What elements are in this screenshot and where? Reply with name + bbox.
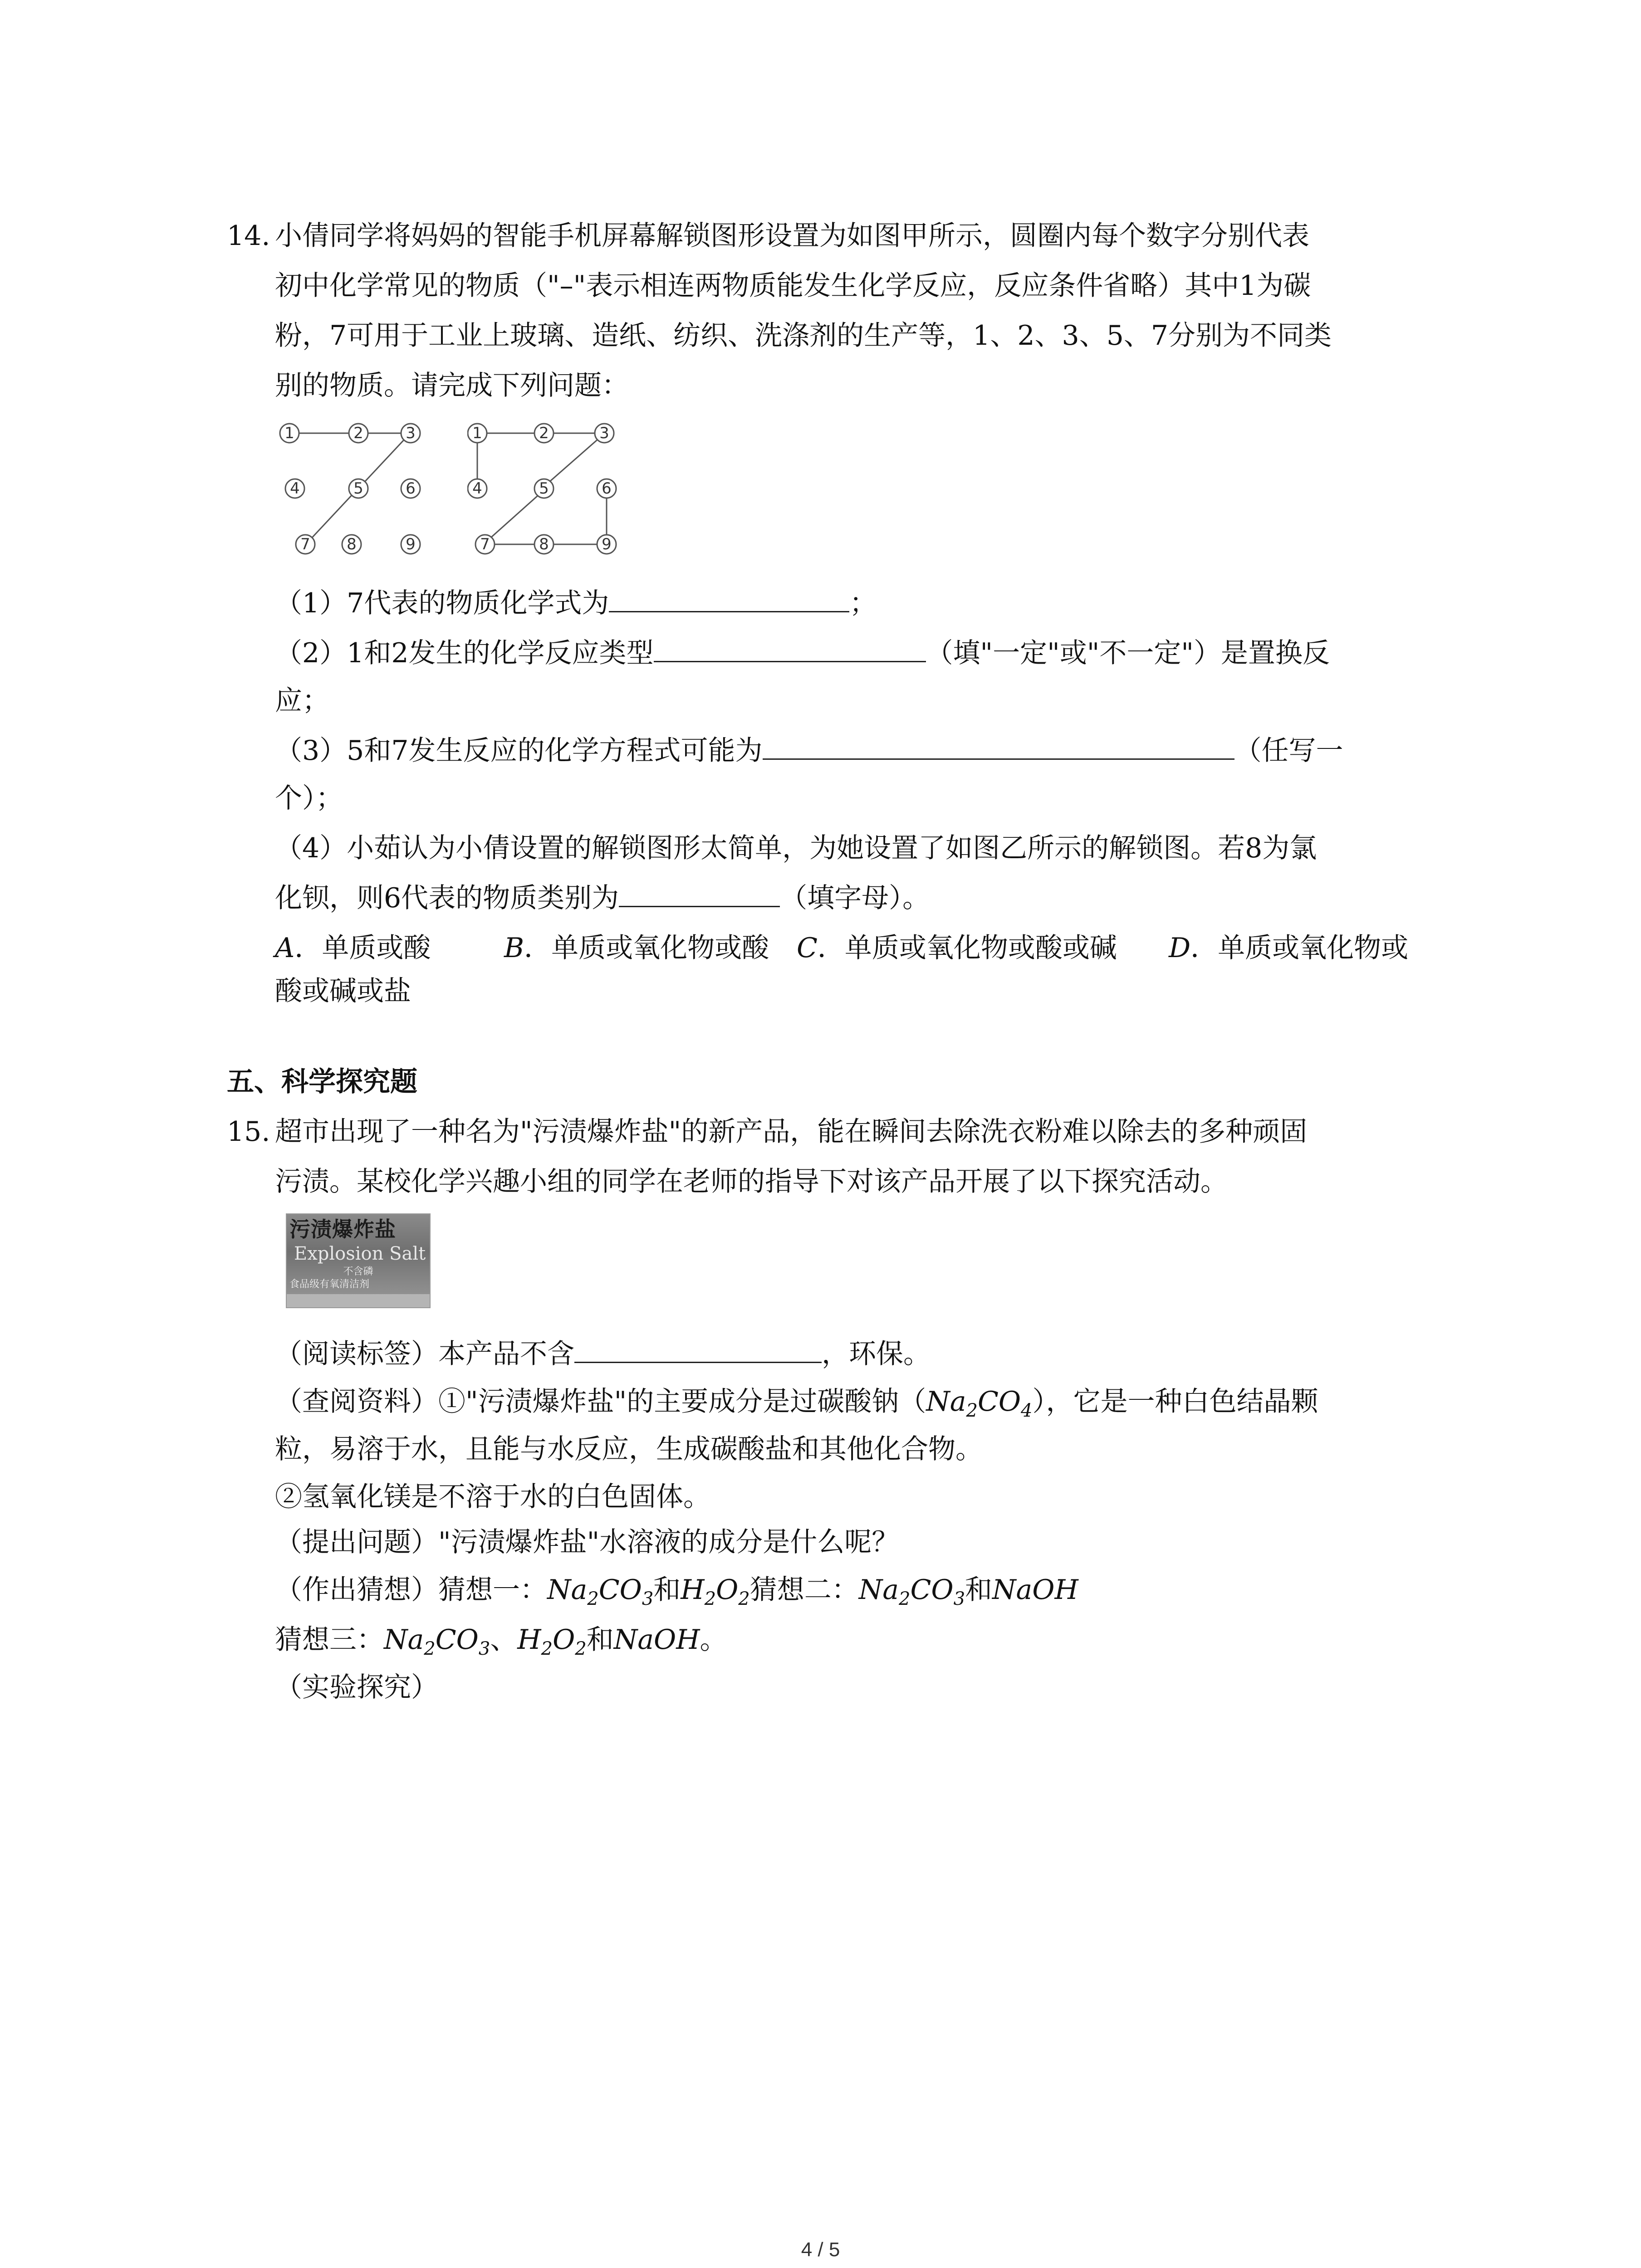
product-bottom-stripe (287, 1294, 430, 1307)
choice-letter: D (1169, 932, 1191, 964)
formula-co: CO (910, 1574, 954, 1606)
q14-number: 14. (227, 220, 270, 252)
formula-and: 和 (586, 1624, 614, 1656)
q15-guess-line (275, 1567, 1078, 1613)
q15-stem-line-1: 超市出现了一种名为"污渍爆炸盐"的新产品，能在瞬间去除洗衣粉难以除去的多种顽固 (275, 1116, 1308, 1148)
unlock-pattern-figure-b (467, 411, 658, 583)
pattern-b-node-9-label: 9 (602, 535, 612, 553)
pattern-b-node-5-label: 5 (539, 479, 549, 498)
formula-na: Na (926, 1386, 966, 1418)
formula-h: H (517, 1624, 541, 1656)
q14-stem-line-1: 小倩同学将妈妈的智能手机屏幕解锁图形设置为如图甲所示，圆圈内每个数字分别代表 (275, 220, 1309, 252)
q15-guess-3-end: 。 (700, 1624, 727, 1656)
pattern-b-node-7-label: 7 (480, 535, 490, 553)
q14-choice-a[interactable] (275, 925, 431, 971)
q14-choices (275, 925, 1455, 971)
formula-co: CO (435, 1624, 479, 1656)
product-small-text-1: 不含磷 (343, 1266, 373, 1277)
formula-sub: 2 (966, 1400, 978, 1421)
q14-sub1-suffix: ； (849, 587, 877, 619)
q14-sub2-prompt: （2）1和2发生的化学反应类型 (275, 637, 654, 669)
formula-sub: 3 (642, 1589, 654, 1609)
q14-stem-line-2: 初中化学常见的物质（"–"表示相连两物质能发生化学反应，反应条件省略）其中1为碳 (275, 270, 1311, 302)
choice-letter: A (275, 932, 295, 964)
q14-sub4-prompt: 化钡，则6代表的物质类别为 (275, 882, 619, 914)
q14-sub3-continuation: 个）； (275, 782, 343, 814)
q14-sub2-answer-blank[interactable] (654, 633, 926, 662)
q15-label-prompt: （阅读标签）本产品不含 (275, 1338, 574, 1370)
pattern-a-node-7-label: 7 (300, 535, 310, 553)
q15-guess-prefix: （作出猜想）猜想一： (275, 1574, 547, 1606)
pattern-a-node-1-label: 1 (284, 424, 294, 442)
q14-choice-b[interactable] (504, 925, 769, 971)
q15-label-suffix: ，环保。 (822, 1338, 931, 1370)
q14-sub3-answer-blank[interactable] (763, 730, 1234, 760)
formula-na: Na (547, 1574, 588, 1606)
section-5-heading: 五、科学探究题 (227, 1066, 417, 1098)
formula-and: 和 (965, 1574, 993, 1606)
q15-number: 15. (227, 1116, 270, 1148)
choice-letter: C (797, 932, 818, 964)
q15-guess-3 (275, 1617, 727, 1662)
q14-sub4-suffix: （填字母）。 (780, 882, 930, 914)
q15-guess-3-prefix: 猜想三： (275, 1624, 384, 1656)
formula-na: Na (384, 1624, 424, 1656)
formula-sub: 2 (541, 1638, 553, 1659)
formula-o: O (716, 1574, 739, 1606)
q14-sub4-answer-blank[interactable] (619, 878, 780, 907)
formula-naoh: NaOH (613, 1624, 700, 1656)
q14-stem-line-4: 别的物质。请完成下列问题： (275, 370, 629, 401)
page-number: 4 / 5 (801, 2239, 840, 2261)
product-english-text: Explosion Salt (294, 1243, 426, 1264)
formula-sub: 3 (478, 1638, 490, 1659)
pattern-b-node-6-label: 6 (602, 479, 612, 498)
pattern-a-node-2-label: 2 (353, 424, 363, 442)
pattern-a-node-4-label: 4 (290, 479, 300, 498)
pattern-b-node-4-label: 4 (472, 479, 482, 498)
formula-sub: 2 (899, 1589, 911, 1609)
q14-sub3 (275, 728, 1343, 773)
formula-sub: 4 (1021, 1400, 1033, 1421)
pattern-b-node-1-label: 1 (472, 424, 482, 442)
formula-sep: 、 (490, 1624, 518, 1656)
q14-sub2-suffix: （填"一定"或"不一定"）是置换反 (926, 637, 1330, 669)
q15-question: （提出问题）"污渍爆炸盐"水溶液的成分是什么呢？ (275, 1526, 899, 1558)
pattern-a-node-8-label: 8 (347, 535, 357, 553)
q15-info-1-prefix: （查阅资料）①"污渍爆炸盐"的主要成分是过碳酸钠（ (275, 1386, 926, 1418)
pattern-a-node-6-label: 6 (406, 479, 416, 498)
q15-stem-line-2: 污渍。某校化学兴趣小组的同学在老师的指导下对该产品开展了以下探究活动。 (275, 1166, 1228, 1198)
product-brand-text: 污渍爆炸盐 (289, 1217, 396, 1242)
q15-info-2: ②氢氧化镁是不溶于水的白色固体。 (275, 1481, 710, 1513)
choice-letter: B (504, 932, 524, 964)
product-small-text-2: 食品级有氧清洁剂 (289, 1279, 370, 1290)
q14-sub1 (275, 581, 877, 626)
pattern-b-node-3-label: 3 (599, 424, 609, 442)
q15-info-1-continuation: 粒，易溶于水，且能与水反应，生成碳酸盐和其他化合物。 (275, 1433, 983, 1465)
unlock-pattern-figure-a (272, 411, 454, 583)
pattern-a-link (312, 495, 352, 538)
formula-co: CO (598, 1574, 642, 1606)
q14-choice-d-continuation: 酸或碱或盐 (275, 975, 411, 1007)
formula-co: CO (977, 1386, 1021, 1418)
formula-sub: 2 (424, 1638, 436, 1659)
pattern-b-link (491, 496, 538, 538)
product-label-image (286, 1213, 431, 1308)
q14-sub2 (275, 631, 1330, 676)
formula-na: Na (858, 1574, 899, 1606)
q15-label-answer-blank[interactable] (574, 1334, 822, 1363)
q15-info-1-suffix: ），它是一种白色结晶颗 (1032, 1386, 1318, 1418)
q14-choice-c[interactable] (797, 925, 1117, 971)
pattern-b-node-2-label: 2 (539, 424, 549, 442)
formula-and: 和 (653, 1574, 681, 1606)
pattern-a-link (365, 440, 404, 482)
q14-sub2-continuation: 应； (275, 685, 329, 717)
q14-sub4-line-1: （4）小茹认为小倩设置的解锁图形太简单，为她设置了如图乙所示的解锁图。若8为氯 (275, 832, 1317, 864)
formula-sub: 2 (575, 1638, 587, 1659)
formula-o: O (553, 1624, 575, 1656)
q15-label-line (275, 1331, 931, 1377)
q14-sub4-line-2 (275, 875, 930, 921)
q15-experiment: （实验探究） (275, 1672, 438, 1703)
choice-text: ．单质或氧化物或酸或碱 (817, 932, 1117, 964)
pattern-a-node-3-label: 3 (406, 424, 416, 442)
q14-sub3-prompt: （3）5和7发生反应的化学方程式可能为 (275, 735, 763, 767)
formula-sub: 2 (704, 1589, 716, 1609)
q14-choice-d[interactable] (1169, 925, 1408, 971)
formula-naoh: NaOH (992, 1574, 1078, 1606)
q14-stem-line-3: 粉，7可用于工业上玻璃、造纸、纺织、洗涤剂的生产等，1、2、3、5、7分别为不同类 (275, 320, 1332, 352)
formula-sub: 2 (738, 1589, 750, 1609)
choice-text: ．单质或酸 (294, 932, 431, 964)
pattern-b-link (549, 440, 597, 482)
formula-h: H (681, 1574, 705, 1606)
q14-sub1-answer-blank[interactable] (609, 583, 849, 612)
q14-sub1-prompt: （1）7代表的物质化学式为 (275, 587, 609, 619)
q15-info-1 (275, 1379, 1318, 1424)
choice-text: ．单质或氧化物或酸 (524, 932, 769, 964)
formula-sub: 2 (587, 1589, 599, 1609)
pattern-a-node-5-label: 5 (353, 479, 363, 498)
choice-text: ．单质或氧化物或 (1190, 932, 1409, 964)
q15-guess-mid: 猜想二： (749, 1574, 859, 1606)
pattern-a-node-9-label: 9 (406, 535, 416, 553)
q14-sub3-suffix: （任写一 (1234, 735, 1343, 767)
pattern-b-node-8-label: 8 (539, 535, 549, 553)
formula-sub: 3 (953, 1589, 965, 1609)
